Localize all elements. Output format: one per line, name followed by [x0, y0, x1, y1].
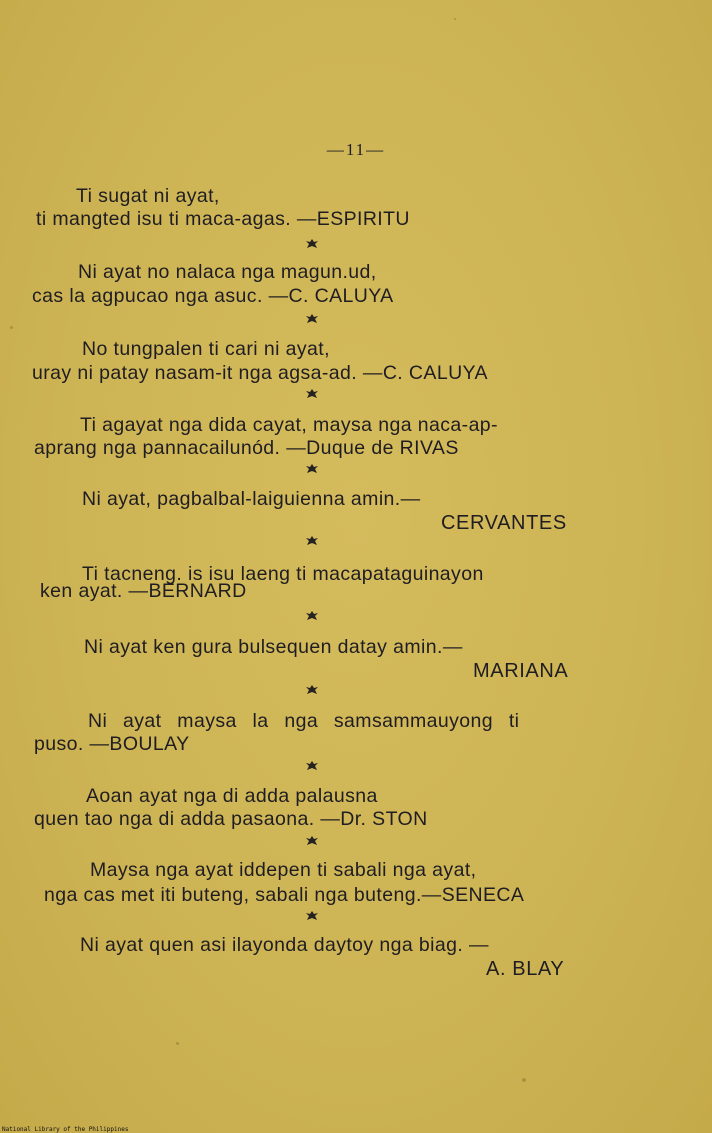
flower-ornament-icon: [305, 835, 319, 847]
quote-line: Aoan ayat nga di adda palausna: [86, 785, 378, 807]
author-name: A. BLAY: [486, 958, 565, 980]
flower-ornament-icon: [305, 910, 319, 922]
quote-line: uray ni patay nasam-it nga agsa-ad. —C. CALUYA: [32, 362, 488, 384]
paper-speck: [10, 326, 13, 329]
quote-line: Ti sugat ni ayat,: [76, 185, 220, 207]
quote-line: Ti tacneng. is isu laeng ti macapataguinayon: [82, 563, 484, 585]
quote-line: Ni ayat quen asi ilayonda daytoy nga biag. —: [80, 934, 489, 956]
quote-line: aprang nga pannacailunód. —Duque de RIVAS: [34, 437, 459, 459]
quote-line: quen tao nga di adda pasaona. —Dr. STON: [34, 808, 428, 830]
quote-line: cas la agpucao nga asuc. —C. CALUYA: [32, 285, 394, 307]
flower-ornament-icon: [305, 760, 319, 772]
author-name: MARIANA: [473, 660, 569, 682]
flower-ornament-icon: [305, 313, 319, 325]
quote-line: Ni ayat ken gura bulsequen datay amin.—: [84, 636, 463, 658]
flower-ornament-icon: [305, 684, 319, 696]
paper-speck: [522, 1078, 526, 1082]
quote-line: Ni ayat no nalaca nga magun.ud,: [78, 261, 377, 283]
flower-ornament-icon: [305, 610, 319, 622]
flower-ornament-icon: [305, 388, 319, 400]
flower-ornament-icon: [305, 238, 319, 250]
quote-line: Ni ayat, pagbalbal-laiguienna amin.—: [82, 488, 421, 510]
quote-line: puso. —BOULAY: [34, 733, 190, 755]
quote-line: Maysa nga ayat iddepen ti sabali nga ayat,: [90, 859, 477, 881]
quote-line: Ti agayat nga dida cayat, maysa nga naca-ap-: [80, 414, 498, 436]
quote-line: nga cas met iti buteng, sabali nga buteng.—SENECA: [44, 884, 525, 906]
quote-line: Ni ayat maysa la nga samsammauyong ti: [88, 710, 520, 732]
page-number: —11—: [326, 140, 386, 159]
quote-line: ti mangted isu ti maca-agas. —ESPIRITU: [36, 208, 410, 230]
author-name: CERVANTES: [441, 512, 567, 534]
paper-speck: [454, 18, 456, 20]
quote-line: No tungpalen ti cari ni ayat,: [82, 338, 330, 360]
flower-ornament-icon: [305, 535, 319, 547]
quote-line: ken ayat. —BERNARD: [40, 580, 247, 602]
flower-ornament-icon: [305, 463, 319, 475]
paper-speck: [176, 1042, 179, 1045]
library-footer: National Library of the Philippines: [2, 1126, 129, 1133]
